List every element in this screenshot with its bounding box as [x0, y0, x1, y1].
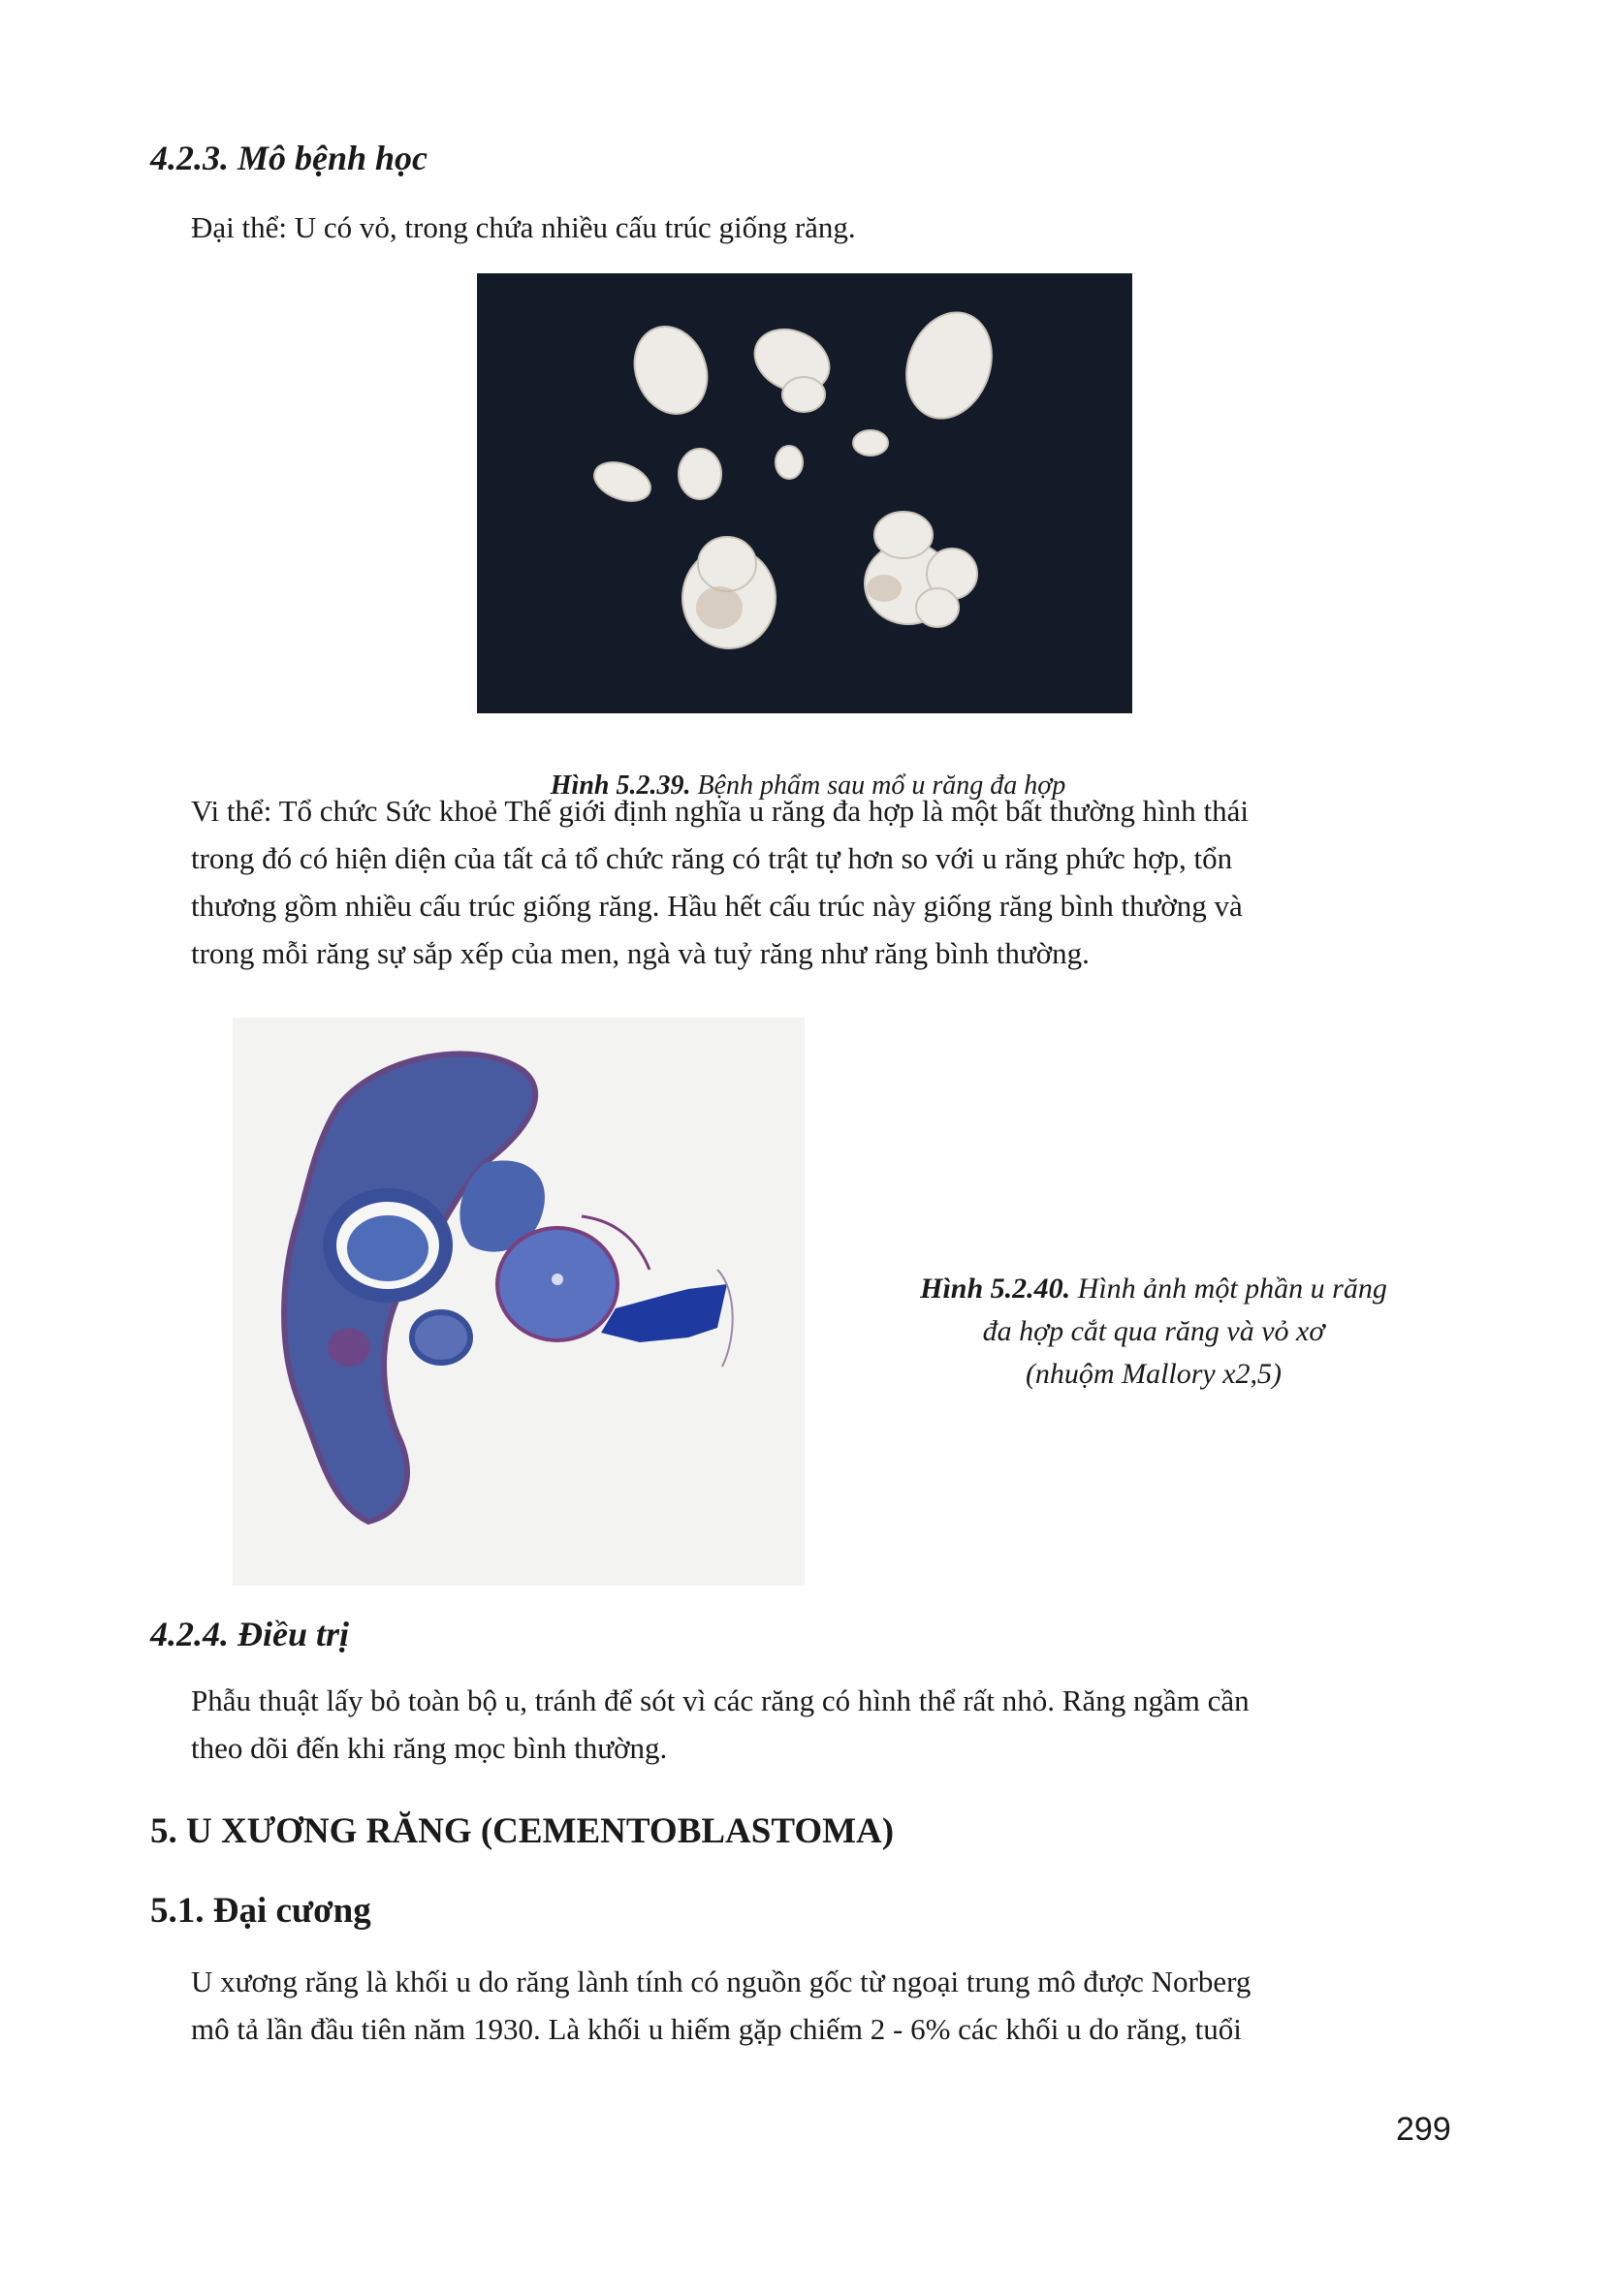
- micro-description-line-3: thương gồm nhiều cấu trúc giống răng. Hầu hết cấu trúc này giống răng bình thường và: [191, 889, 1243, 923]
- figure-5-2-40-caption-line-2: đa hợp cắt qua răng và vỏ xơ: [982, 1315, 1325, 1347]
- figure-5-2-40-caption-line-3: (nhuộm Mallory x2,5): [1025, 1358, 1283, 1390]
- figure-5-2-40-caption-line-1: [853, 1268, 1454, 1310]
- figure-5-2-39-caption-text: Bệnh phẩm sau mổ u răng đa hợp: [690, 771, 1066, 801]
- figure-5-2-40-caption-text-1: Hình ảnh một phần u răng: [1070, 1273, 1387, 1305]
- figure-5-2-40-label: Hình 5.2.40.: [920, 1273, 1071, 1305]
- section-heading-5-1: 5.1. Đại cương: [150, 1891, 371, 1931]
- figure-5-2-40-caption: [853, 1268, 1454, 1396]
- page-number: 299: [1396, 2111, 1451, 2148]
- gross-description: Đại thể: U có vỏ, trong chứa nhiều cấu trúc giống răng.: [191, 210, 856, 244]
- figure-5-2-40-micrograph: [233, 1018, 805, 1586]
- section-heading-4-2-4: 4.2.4. Điều trị: [150, 1615, 350, 1653]
- treatment-line-2: theo dõi đến khi răng mọc bình thường.: [191, 1731, 668, 1765]
- micro-description-line-2: trong đó có hiện diện của tất cả tổ chức răng có trật tự hơn so với u răng phức hợp, tổn: [191, 841, 1233, 875]
- micro-description-line-4: trong mỗi răng sự sắp xếp của men, ngà và tuỷ răng như răng bình thường.: [191, 936, 1090, 970]
- section-heading-4-2-3: 4.2.3. Mô bệnh học: [150, 139, 428, 177]
- treatment-line-1: Phẫu thuật lấy bỏ toàn bộ u, tránh để sót vì các răng có hình thể rất nhỏ. Răng ngầm cần: [191, 1683, 1250, 1717]
- overview-line-2: mô tả lần đầu tiên năm 1930. Là khối u hiếm gặp chiếm 2 - 6% các khối u do răng, tuổi: [191, 2012, 1242, 2046]
- figure-5-2-39-photo: [477, 273, 1132, 713]
- micro-description-line-1: Vi thể: Tổ chức Sức khoẻ Thế giới định nghĩa u răng đa hợp là một bất thường hình thái: [191, 794, 1249, 828]
- overview-line-1: U xương răng là khối u do răng lành tính có nguồn gốc từ ngoại trung mô được Norberg: [191, 1965, 1252, 1998]
- section-heading-5: 5. U XƯƠNG RĂNG (CEMENTOBLASTOMA): [150, 1811, 895, 1851]
- figure-5-2-39-label: Hình 5.2.39.: [550, 771, 691, 801]
